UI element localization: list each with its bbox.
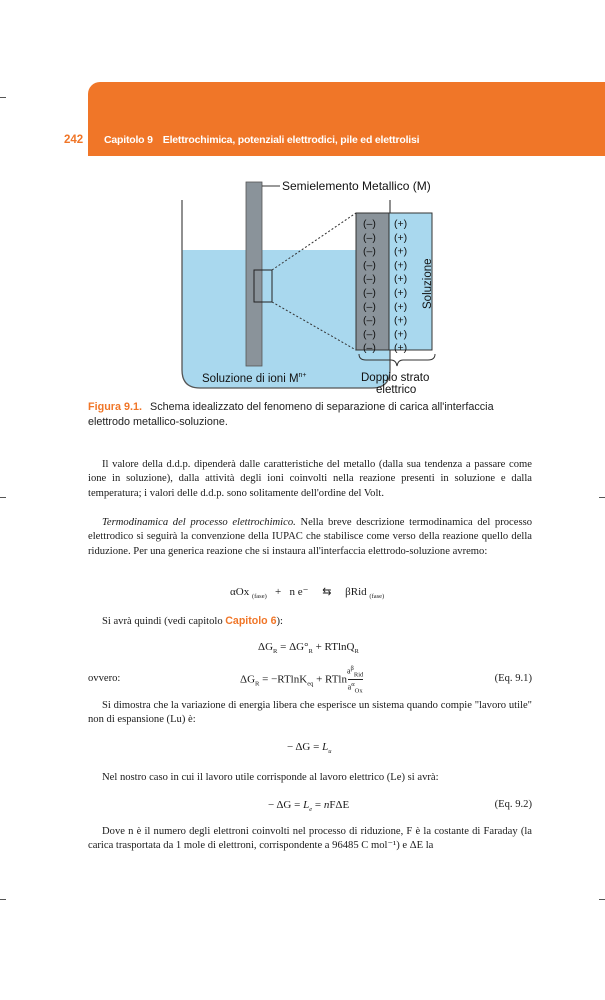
negative-charge: (–) <box>363 231 376 244</box>
paragraph-text: Si dimostra che la variazione di energia libera che esperisce un sistema quando compie "lavoro utile" non di espansione (Lu) è: <box>88 700 532 726</box>
crop-mark <box>0 97 6 98</box>
positive-charge: (+) <box>394 342 408 355</box>
paragraph <box>88 825 532 854</box>
negative-charge: (–) <box>363 328 376 341</box>
positive-charge: (+) <box>394 218 408 230</box>
negative-charge: (–) <box>363 245 376 258</box>
paragraph-text: Il valore della d.d.p. dipenderà dalle caratteristiche del metallo (dalla sua tendenza a passare come ione in soluzione), dalla attività degli ioni coinvolti nella reazione presenti in soluzione e dalla temperatura; i valori delle d.d.p. sono solitamente dell'ordine del Volt. <box>88 459 532 499</box>
paragraph-text: Dove n è il numero degli elettroni coinvolti nel processo di riduzione, F è la costante di Faraday (la carica trasportata da 1 mole di elettroni, corrispondente a 96485 C mol⁻¹) e ΔE la <box>88 826 532 852</box>
figure-caption <box>88 400 528 430</box>
negative-charge: (–) <box>363 342 376 355</box>
equation-9-2: − $\Delta G = L_e = nF\Delta E$ <box>268 799 350 814</box>
section-run-in-title: Termodinamica del processo elettrochimico. <box>102 517 296 528</box>
paragraph <box>88 699 532 728</box>
positive-charge: (+) <box>394 328 408 341</box>
negative-charge: (–) <box>363 218 376 230</box>
paragraph <box>88 771 532 785</box>
solution-label: Soluzione di ioni $M^{n+}$ <box>202 372 307 385</box>
zoom-solution-label: Soluzione <box>422 258 434 309</box>
negative-charge: (–) <box>363 314 376 327</box>
paragraph <box>88 516 532 559</box>
positive-charge: (+) <box>394 245 408 258</box>
negative-charge: (–) <box>363 273 376 286</box>
double-layer-label: elettrico <box>376 384 417 396</box>
reaction-equation: αOx $_{(fase)}$ + n e⁻ ⇆ βRid $_{(fase)}$ <box>230 586 385 601</box>
crop-mark <box>599 899 605 900</box>
caption-number: Figura 9.1. <box>88 401 143 413</box>
chapter-label: Capitolo 9 <box>104 134 153 146</box>
positive-charge: (+) <box>394 314 408 327</box>
positive-charge: (+) <box>394 259 408 272</box>
chapter-link[interactable]: Capitolo 6 <box>225 615 277 627</box>
crop-mark <box>599 497 605 498</box>
positive-charge: (+) <box>394 273 408 286</box>
crop-mark <box>0 899 6 900</box>
paragraph <box>88 458 532 501</box>
crop-mark <box>0 497 6 498</box>
paragraph: Si avrà quindi (vedi capitolo Capitolo 6): <box>102 615 283 627</box>
double-layer-label: Doppio strato <box>361 372 430 384</box>
positive-charge: (+) <box>394 231 408 244</box>
equation-number: (Eq. 9.2) <box>494 799 532 810</box>
positive-charge: (+) <box>394 287 408 299</box>
caption-text: Schema idealizzato del fenomeno di separazione di carica all'interfaccia elettrodo metallico-soluzione. <box>88 401 494 428</box>
page-number: 242 <box>64 134 84 146</box>
equation-delta-g: $\Delta G_R = \Delta G^\circ_R + RTlnQ_R$ <box>258 641 359 656</box>
negative-charge: (–) <box>363 259 376 272</box>
paragraph-text: Nel nostro caso in cui il lavoro utile corrisponde al lavoro elettrico (Le) si avrà: <box>102 772 439 783</box>
metal-label: Semielemento Metallico (M) <box>282 179 431 193</box>
ovvero-label: ovvero: <box>88 673 121 684</box>
positive-charge: (+) <box>394 300 408 313</box>
chapter-title: Elettrochimica, potenziali elettrodici, pile ed elettrolisi <box>162 134 420 146</box>
paragraph-text: Nella breve descrizione termodinamica del processo elettrodico si seguirà la convenzione della IUPAC che stabilisce come verso della reazione quello della riduzione. Per una generica reazione che si instaura all'interfaccia elettrodo-soluzione avremo: <box>88 517 532 557</box>
negative-charge: (–) <box>363 300 376 313</box>
negative-charge: (–) <box>363 287 376 299</box>
equation-number: (Eq. 9.1) <box>494 673 532 684</box>
running-head <box>104 134 419 146</box>
equation-9-1: $\Delta G_R = -RTlnK_{eq} + RTlna^\beta_{Rid}$ $a^\alpha_{Ox}$ <box>240 665 364 695</box>
equation-work: − $\Delta G = L_u$ <box>287 741 332 756</box>
figure-electrode-diagram <box>150 170 450 405</box>
